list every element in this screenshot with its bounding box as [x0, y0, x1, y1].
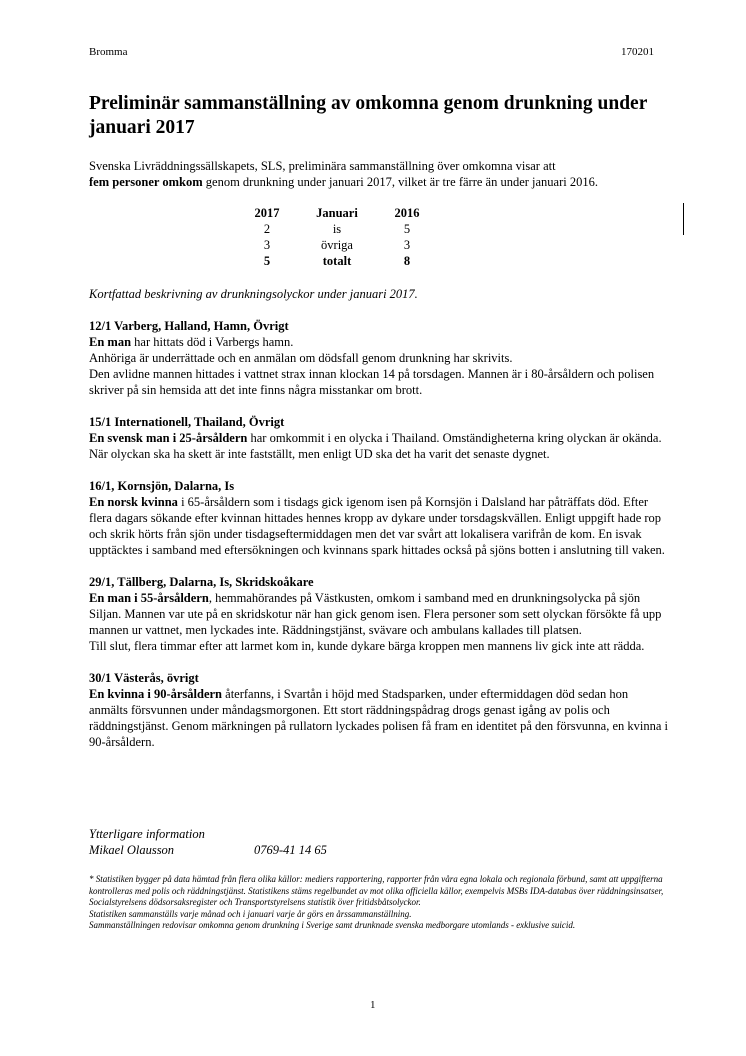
stats-header-row — [247, 205, 427, 221]
stats-total-cell: 8 — [403, 254, 411, 268]
incident-lead: En man i 55-årsåldern — [89, 591, 209, 605]
page-number: 1 — [370, 999, 376, 1011]
stats-cell: 3 — [263, 238, 271, 252]
incident-heading: 29/1, Tällberg, Dalarna, Is, Skridskoåkare — [89, 575, 314, 589]
header-date: 170201 — [621, 46, 654, 58]
contact-heading: Ytterligare information — [89, 827, 205, 841]
incident-heading: 15/1 Internationell, Thailand, Övrigt — [89, 415, 285, 429]
incident-lead: En norsk kvinna — [89, 495, 178, 509]
incident-item — [89, 414, 669, 462]
intro-rest: genom drunkning under januari 2017, vilket är tre färre än under januari 2016. — [202, 175, 598, 189]
incident-lead-rest: återfanns, i Svartån i höjd med Stadsparken, under eftermiddagen död sedan hon anmälts försvunnen under måndagsmorgonen. Ett stort räddningspådrag drogs genast igång av polis och räddningstjänst. Genom märkningen på rullatorn lyckades polisen få fram en identitet på den försvunna, en kvinna i 90-årsåldern. — [89, 687, 669, 749]
incident-heading: 16/1, Kornsjön, Dalarna, Is — [89, 479, 235, 493]
incident-body — [89, 430, 669, 462]
footnote: Statistiken sammanställs varje månad och i januari varje år görs en årssammanställning. — [89, 908, 412, 919]
incident-item — [89, 670, 669, 750]
stats-cell: is — [332, 222, 342, 236]
incident-heading: 30/1 Västerås, övrigt — [89, 671, 199, 685]
stats-total-cell: 5 — [263, 254, 271, 268]
incident-body — [89, 494, 669, 558]
incident-lead-rest: , hemmahörandes på Västkusten, omkom i samband med en drunkningsolycka på sjön Siljan. Mannen var ute på en skridskotur när han gick genom isen. Flera personer som sett olyckan försökte få upp mannen ur vattnet, men lyckades inte. Räddningstjänst, svävare och ambulans kallades till platsen. — [89, 591, 662, 637]
incident-lead: En svensk man i 25-årsåldern — [89, 431, 248, 445]
stats-cell: 2 — [263, 222, 271, 236]
margin-line — [683, 203, 684, 235]
intro-bold: fem personer omkom — [89, 175, 203, 189]
stats-table — [247, 205, 427, 269]
incident-body — [89, 686, 669, 750]
intro-line1: Svenska Livräddningssällskapets, SLS, preliminära sammanställning över omkomna visar att — [89, 159, 556, 173]
stats-header-cell: Januari — [316, 206, 358, 220]
incident-heading: 12/1 Varberg, Halland, Hamn, Övrigt — [89, 319, 289, 333]
intro-paragraph — [89, 158, 669, 190]
footnote: * Statistiken bygger på data hämtad från flera olika källor: mediers rapportering, rapporter från våra egna lokala och regionala förbund, samt att uppgifterna kontrolleras med polis och räddningstjänst. Statistikens stäms regelbundet av mot olika officiella källor, exempelvis MSBs IDA-databas över räddningsinsatser, Socialstyrelsens dödsorsaksregister och Transportstyrelsens statistik över fritidsbåtsolyckor. — [89, 874, 664, 907]
incident-lead-paragraph — [89, 686, 669, 750]
stats-total-row — [247, 253, 427, 269]
contact-name: Mikael Olausson — [89, 843, 175, 857]
incident-list — [89, 318, 669, 766]
incident-paragraph: Anhöriga är underrättade och en anmälan om dödsfall genom drunkning har skrivits. — [89, 351, 513, 365]
stats-cell: 3 — [403, 238, 411, 252]
incident-lead-rest: har hittats död i Varbergs hamn. — [131, 335, 294, 349]
incident-lead-rest: i 65-årsåldern som i tisdags gick igenom isen på Kornsjön i Dalsland har påträffats död. Efter flera dagars sökande efter kvinnan hittades hennes kropp av dykare under torsdagskvällen. Enligt uppgift hade rop och skrik hörts från sjön under tisdagseftermiddagen men det var svårt att lokalisera varifrån de kom. En isvak upptäcktes i samband med eftersökningen och kvinnans spark hittades också på sjöns botten i anslutning till vaken. — [89, 495, 665, 557]
footnotes — [89, 874, 664, 932]
document-title: Preliminär sammanställning av omkomna genom drunkning under januari 2017 — [89, 93, 648, 138]
footnote: Sammanställningen redovisar omkomna genom drunkning i Sverige samt drunknade svenska medborgare utomlands - exklusive suicid. — [89, 920, 576, 930]
incident-item — [89, 318, 669, 398]
contact-row — [89, 842, 327, 858]
incident-lead-paragraph — [89, 430, 669, 462]
stats-total-cell: totalt — [322, 254, 352, 268]
incident-lead-paragraph — [89, 334, 669, 350]
contact-block — [89, 826, 327, 858]
incident-lead: En kvinna i 90-årsåldern — [89, 687, 223, 701]
incident-item — [89, 478, 669, 558]
stats-header-cell: 2016 — [394, 206, 420, 220]
incident-lead-paragraph — [89, 590, 669, 638]
stats-cell: 5 — [403, 222, 411, 236]
stats-row — [247, 221, 427, 237]
incident-paragraph: Till slut, flera timmar efter att larmet kom in, kunde dykare bärga kroppen men mannens liv gick inte att rädda. — [89, 639, 645, 653]
stats-header-cell: 2017 — [254, 206, 280, 220]
stats-cell: övriga — [321, 238, 353, 252]
stats-row — [247, 237, 427, 253]
incident-lead-paragraph — [89, 494, 669, 558]
incident-lead-rest: har omkommit i en olycka i Thailand. Omständigheterna kring olyckan är okända. När olyckan ska ha skett är inte fastställt, men enligt UD ska det ha varit det senaste dygnet. — [89, 431, 662, 461]
incident-lead: En man — [89, 335, 132, 349]
incident-body — [89, 590, 669, 654]
contact-phone: 0769-41 14 65 — [254, 843, 327, 857]
header-location: Bromma — [89, 46, 128, 58]
incident-item — [89, 574, 669, 654]
incident-body — [89, 334, 669, 398]
summary-heading: Kortfattad beskrivning av drunkningsolyckor under januari 2017. — [89, 287, 418, 301]
incident-paragraph: Den avlidne mannen hittades i vattnet strax innan klockan 14 på torsdagen. Mannen är i 80-årsåldern och polisen skriver på sin hemsida att det inte finns några misstankar om brott. — [89, 367, 655, 397]
